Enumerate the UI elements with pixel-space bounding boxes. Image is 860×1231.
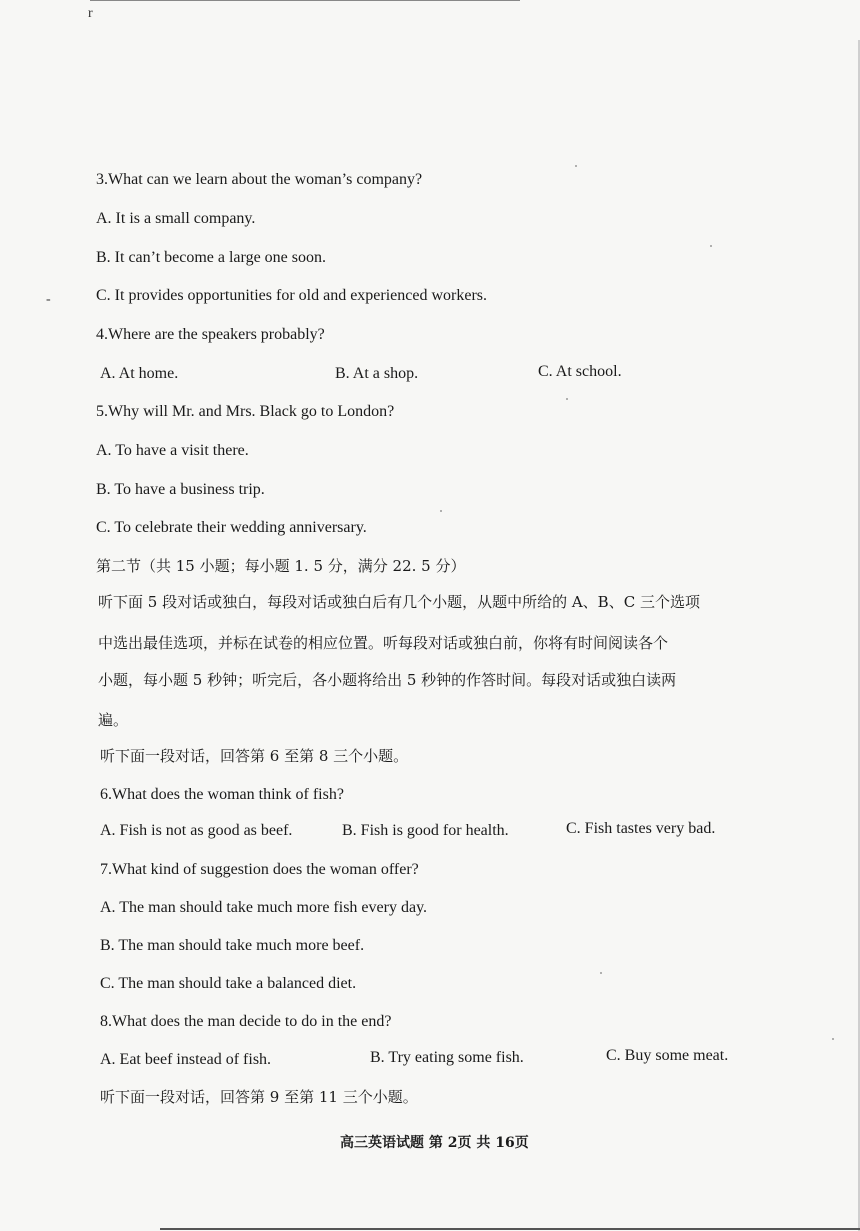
corner-mark: r [88, 6, 93, 21]
question-5-option-a: A. To have a visit there. [96, 442, 249, 459]
dialogue-2-intro: 听下面一段对话，回答第 9 至第 11 三个小题。 [100, 1088, 418, 1106]
instruction-line-2: 中选出最佳选项，并标在试卷的相应位置。听每段对话或独白前，你将有时间阅读各个 [98, 634, 669, 652]
margin-dash: - [46, 292, 51, 307]
question-6-option-a: A. Fish is not as good as beef. [100, 822, 293, 839]
question-6-stem: 6.What does the woman think of fish? [100, 786, 344, 803]
question-8-stem: 8.What does the man decide to do in the end? [100, 1013, 392, 1030]
question-8-option-b: B. Try eating some fish. [370, 1049, 524, 1066]
question-5-stem: 5.Why will Mr. and Mrs. Black go to London? [96, 403, 395, 420]
scan-edge-top [90, 0, 520, 1]
question-4-stem: 4.Where are the speakers probably? [96, 326, 325, 343]
scan-edge-bottom [160, 1228, 860, 1230]
scan-speck [832, 1038, 834, 1040]
question-4-option-c: C. At school. [538, 363, 622, 380]
question-3-option-c: C. It provides opportunities for old and experienced workers. [96, 287, 488, 304]
question-4-option-b: B. At a shop. [335, 365, 419, 382]
question-5-option-b: B. To have a business trip. [96, 481, 265, 498]
scan-speck [575, 165, 577, 167]
question-8-option-a: A. Eat beef instead of fish. [100, 1051, 272, 1068]
instruction-line-1: 听下面 5 段对话或独白，每段对话或独白后有几个小题，从题中所给的 A、B、C 三个选项 [98, 593, 700, 611]
question-4-option-a: A. At home. [100, 365, 179, 382]
scan-speck [440, 510, 442, 512]
question-6-option-b: B. Fish is good for health. [342, 822, 509, 839]
question-3-option-a: A. It is a small company. [96, 210, 256, 227]
question-5-option-c: C. To celebrate their wedding anniversary. [96, 519, 367, 536]
scan-speck [566, 398, 568, 400]
instruction-line-3: 小题，每小题 5 秒钟；听完后，各小题将给出 5 秒钟的作答时间。每段对话或独白读两 [98, 671, 677, 689]
instruction-line-4: 遍。 [98, 711, 129, 729]
question-3-option-b: B. It can’t become a large one soon. [96, 249, 326, 266]
question-7-option-a: A. The man should take much more fish every day. [100, 899, 428, 916]
question-6-option-c: C. Fish tastes very bad. [566, 820, 716, 837]
dialogue-1-intro: 听下面一段对话，回答第 6 至第 8 三个小题。 [100, 747, 409, 765]
section-2-heading: 第二节（共 15 小题；每小题 1. 5 分，满分 22. 5 分） [96, 557, 466, 575]
scan-speck [600, 972, 602, 974]
scan-speck [710, 245, 712, 247]
question-7-stem: 7.What kind of suggestion does the woman offer? [100, 861, 419, 878]
question-7-option-b: B. The man should take much more beef. [100, 937, 365, 954]
question-7-option-c: C. The man should take a balanced diet. [100, 975, 357, 992]
question-8-option-c: C. Buy some meat. [606, 1047, 729, 1064]
page-footer: 高三英语试题 第 2页 共 16页 [340, 1135, 529, 1151]
question-3-stem: 3.What can we learn about the woman’s company? [96, 171, 423, 188]
